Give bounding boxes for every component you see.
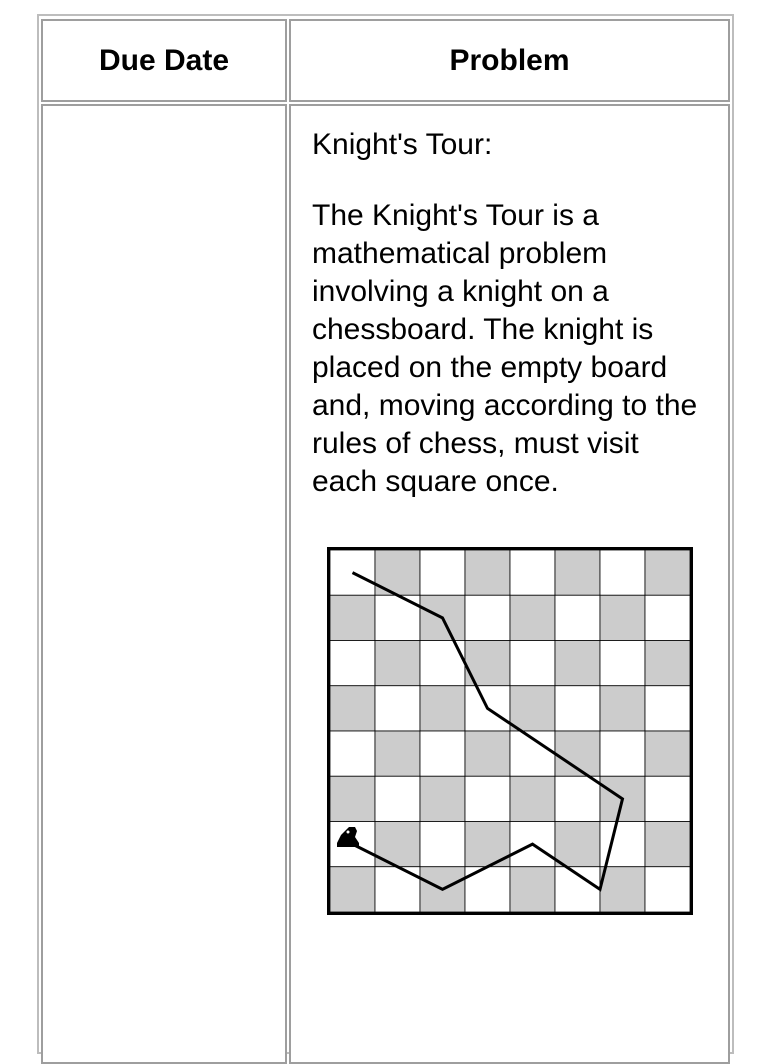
due-date-cell — [41, 104, 287, 1064]
board-square — [420, 686, 465, 731]
board-square — [600, 731, 645, 776]
board-square — [645, 641, 690, 686]
board-square — [465, 731, 510, 776]
board-square — [555, 641, 600, 686]
board-square — [600, 595, 645, 640]
board-square — [465, 550, 510, 595]
board-square — [510, 867, 555, 912]
board-square — [375, 776, 420, 821]
board-square — [420, 776, 465, 821]
problem-title: Knight's Tour: — [312, 128, 493, 161]
board-square — [330, 776, 375, 821]
board-square — [465, 595, 510, 640]
board-square — [420, 822, 465, 867]
board-square — [510, 641, 555, 686]
board-square — [600, 641, 645, 686]
board-square — [645, 867, 690, 912]
board-square — [645, 595, 690, 640]
board-square — [645, 550, 690, 595]
board-square — [600, 550, 645, 595]
board-square — [510, 595, 555, 640]
board-square — [510, 776, 555, 821]
board-square — [645, 686, 690, 731]
header-problem — [289, 19, 730, 102]
board-square — [645, 776, 690, 821]
header-problem-label: Problem — [449, 43, 570, 77]
knights-tour-chessboard — [327, 547, 693, 915]
board-square — [555, 595, 600, 640]
board-square — [645, 731, 690, 776]
board-square — [645, 822, 690, 867]
board-square — [420, 731, 465, 776]
board-square — [555, 822, 600, 867]
board-square — [330, 641, 375, 686]
board-square — [330, 867, 375, 912]
board-square — [330, 731, 375, 776]
board-square — [555, 686, 600, 731]
board-square — [510, 686, 555, 731]
board-square — [510, 550, 555, 595]
board-square — [375, 731, 420, 776]
board-square — [375, 641, 420, 686]
header-due-date-label: Due Date — [98, 43, 230, 77]
board-square — [420, 550, 465, 595]
problem-description: The Knight's Tour is a mathematical problem involving a knight on a chessboard. The knight is placed on the empty board and, moving according to the rules of chess, must visit each square once. — [312, 199, 698, 498]
board-square — [600, 867, 645, 912]
header-due-date — [41, 19, 287, 102]
board-square — [375, 686, 420, 731]
board-square — [555, 776, 600, 821]
board-square — [465, 776, 510, 821]
board-square — [555, 550, 600, 595]
board-square — [330, 595, 375, 640]
board-square — [600, 686, 645, 731]
board-square — [330, 686, 375, 731]
